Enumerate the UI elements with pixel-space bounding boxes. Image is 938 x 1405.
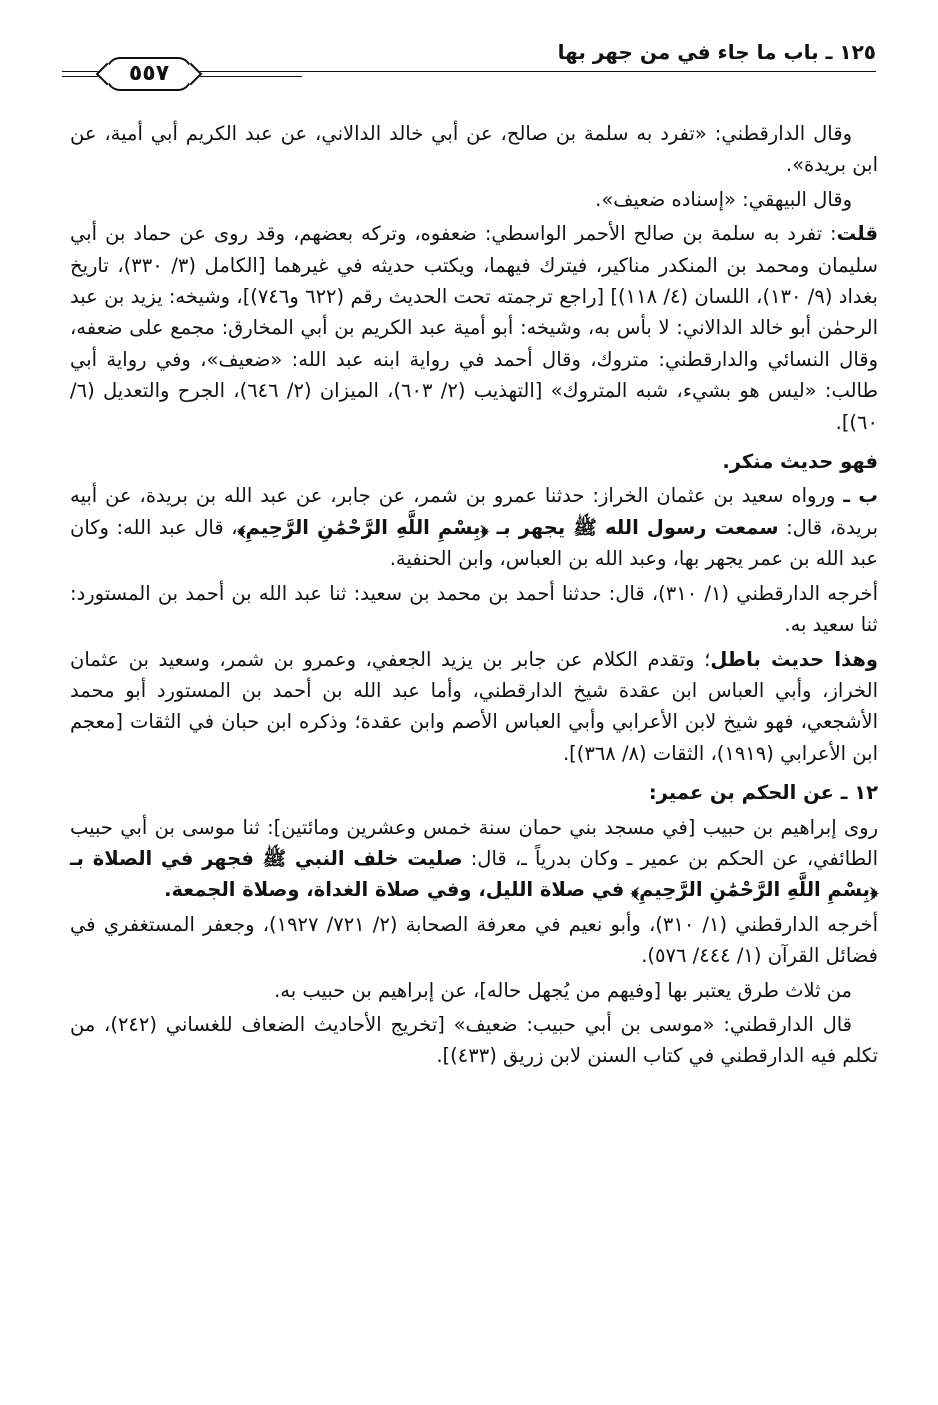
paragraph xyxy=(70,1009,878,1072)
paragraph xyxy=(70,446,878,477)
bold-text: صليت خلف النبي ﷺ فجهر في الصلاة بـ ﴿بِسْمِ اللَّهِ الرَّحْمَٰنِ الرَّحِيمِ﴾ في صلاة الليل، وفي صلاة الغداة، وصلاة الجمعة. xyxy=(70,846,878,902)
paragraph xyxy=(70,909,878,972)
paragraph xyxy=(70,812,878,906)
text-run: ورواه سعيد بن عثمان الخراز: حدثنا عمرو بن شمر، عن جابر، عن عبد الله بن بريدة، عن أبيه بريدة، قال: xyxy=(70,484,879,539)
text-run: وقال البيهقي: «إسناده ضعيف». xyxy=(595,187,852,211)
bold-text: فهو حديث منكر. xyxy=(722,450,878,474)
text-run: ؛ وتقدم الكلام عن جابر بن يزيد الجعفي، وعمرو بن شمر، وسعيد بن عثمان الخراز، وأبي العباس ابن عقدة شيخ الدارقطني، وأما عبد الله بن أحمد بن المستورد أبو محمد الأشجعي، فهو شيخ لابن الأعرابي وأبي العباس الأصم وابن عقدة؛ وذكره ابن حبان في الثقات [معجم ابن الأعرابي (١٩١٩)، الثقات (٨/ ٣٦٨)]. xyxy=(70,647,878,765)
bold-text: قلت xyxy=(836,222,878,246)
text-run: روى إبراهيم بن حبيب [في مسجد بني حمان سنة خمس وعشرين ومائتين]: ثنا موسى بن أبي حبيب الطائفي، عن الحكم بن عمير ـ وكان بدرياً ـ، قال: xyxy=(70,815,878,870)
paragraph xyxy=(70,777,878,808)
paragraph xyxy=(70,118,878,181)
text-run: ، قال عبد الله: وكان عبد الله بن عمر يجهر بها، وعبد الله بن العباس، وابن الحنفية. xyxy=(70,515,878,571)
chapter-title: ١٢٥ ـ باب ما جاء في من جهر بها xyxy=(557,40,876,64)
bold-text: ب ـ xyxy=(843,484,878,508)
text-run: أخرجه الدارقطني (١/ ٣١٠)، قال: حدثنا أحمد بن محمد بن سعيد: ثنا عبد الله بن أحمد بن المستورد: ثنا سعيد به. xyxy=(70,581,878,637)
text-run: من ثلاث طرق يعتبر بها [وفيهم من يُجهل حاله]، عن إبراهيم بن حبيب به. xyxy=(274,978,852,1002)
paragraph xyxy=(70,184,878,215)
bold-text: ١٢ ـ عن الحكم بن عمير: xyxy=(648,781,878,805)
bold-text: سمعت رسول الله ﷺ يجهر بـ ﴿بِسْمِ اللَّهِ الرَّحْمَٰنِ الرَّحِيمِ﴾ xyxy=(237,515,779,539)
text-run: أخرجه الدارقطني (١/ ٣١٠)، وأبو نعيم في معرفة الصحابة (٢/ ٧٢١/ ١٩٢٧)، وجعفر المستغفري في فضائل القرآن (١/ ٤٤٤/ ٥٧٦). xyxy=(70,912,879,968)
page-number: ٥٥٧ xyxy=(128,61,170,86)
text-run: : تفرد به سلمة بن صالح الأحمر الواسطي: ضعفوه، وتركه بعضهم، وقد روى عن حماد بن أبي سليمان ومحمد بن المنكدر مناكير، فيترك فيهما، ويكتب حديثه في غيرهما [الكامل (٣/ ٣٣٠)، تاريخ بغداد (٩/ ١٣٠)، اللسان (٤/ ١١٨)] [راجع ترجمته تحت الحديث رقم (٦٢٢ و٧٤٦)]، وشيخه: يزيد بن عبد الرحمٰن أبو خالد الدالاني: لا بأس به، وشيخه: أبو أمية عبد الكريم بن أبي المخارق: مجمع على ضعفه، وقال النسائي والدارقطني: متروك، وقال أحمد في رواية ابنه عبد الله: «ضعيف»، وفي رواية أبي طالب: «ليس هو بشيء، شبه المتروك» [التهذيب (٢/ ٦٠٣)، الميزان (٢/ ٦٤٦)، الجرح والتعديل (٦/ ٦٠)]. xyxy=(70,222,879,434)
text-run: قال الدارقطني: «موسى بن أبي حبيب: ضعيف» [تخريج الأحاديث الضعاف للغساني (٢٤٢)، من تكلم فيه الدارقطني في كتاب السنن لابن زريق (٤٣٣)]. xyxy=(70,1012,878,1068)
paragraph xyxy=(70,578,878,641)
paragraph xyxy=(70,480,878,574)
paragraph xyxy=(70,218,878,438)
bold-text: وهذا حديث باطل xyxy=(710,647,878,671)
page-body xyxy=(70,118,878,1075)
paragraph xyxy=(70,975,878,1006)
paragraph xyxy=(70,644,878,770)
text-run: وقال الدارقطني: «تفرد به سلمة بن صالح، عن أبي خالد الدالاني، عن عبد الكريم أبي أمية، عن ابن بريدة». xyxy=(70,122,878,177)
page-number-badge xyxy=(106,57,192,91)
page-header xyxy=(62,40,876,92)
